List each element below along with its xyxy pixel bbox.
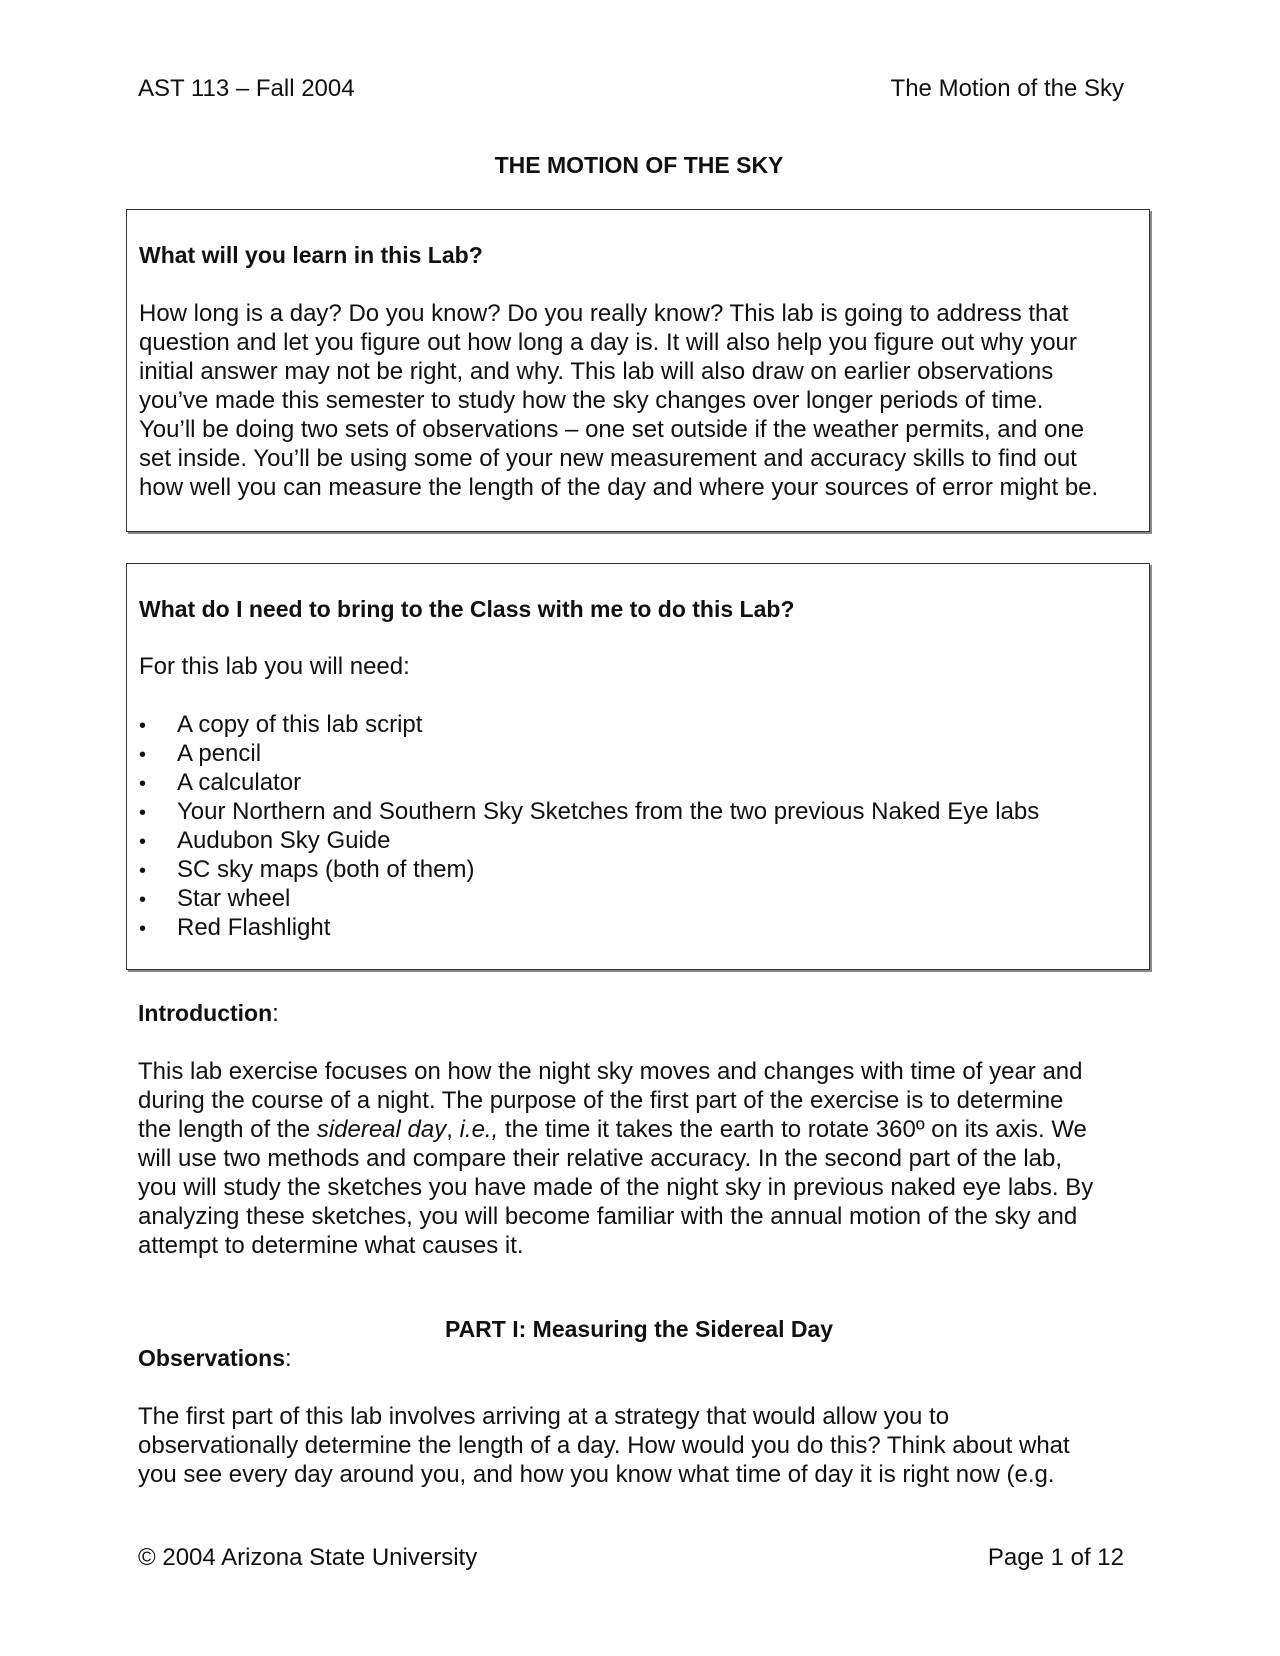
learn-line: you’ve made this semester to study how the sky changes over longer periods of time. — [139, 387, 1044, 414]
document-title: THE MOTION OF THE SKY — [494, 152, 784, 178]
introduction-paragraph — [138, 1057, 1093, 1260]
bullet-icon: • — [139, 889, 147, 911]
intro-line: you will study the sketches you have made of the night sky in previous naked eye labs. By — [138, 1174, 1094, 1201]
obs-line: The first part of this lab involves arriving at a strategy that would allow you to — [138, 1403, 950, 1430]
sidereal-day-term: sidereal day — [316, 1116, 447, 1143]
observations-heading-colon: : — [285, 1345, 292, 1372]
footer-copyright: © 2004 Arizona State University — [138, 1544, 478, 1571]
learn-line: You’ll be doing two sets of observations – one set outside if the weather permits, and one — [139, 416, 1085, 443]
intro-line-text: the length of the — [138, 1116, 317, 1143]
intro-line: will use two methods and compare their relative accuracy. In the second part of the lab, — [138, 1145, 1063, 1172]
intro-line: This lab exercise focuses on how the night sky moves and changes with time of year and — [138, 1058, 1083, 1085]
intro-line: analyzing these sketches, you will become familiar with the annual motion of the sky and — [138, 1203, 1078, 1230]
obs-line: observationally determine the length of a day. How would you do this? Think about what — [138, 1432, 1070, 1459]
bullet-icon: • — [139, 831, 147, 853]
list-item-text: SC sky maps (both of them) — [177, 856, 475, 883]
list-item-text: Red Flashlight — [177, 914, 331, 941]
list-item — [139, 768, 1039, 797]
list-item — [139, 739, 1039, 768]
bullet-icon: • — [139, 802, 147, 824]
learn-line: how well you can measure the length of the day and where your sources of error might be. — [139, 474, 1099, 501]
learn-line: How long is a day? Do you know? Do you really know? This lab is going to address that — [139, 300, 1069, 327]
list-item — [139, 884, 1039, 913]
observations-heading — [138, 1344, 292, 1373]
bullet-icon: • — [139, 860, 147, 882]
learn-box — [126, 209, 1150, 532]
introduction-heading — [138, 999, 279, 1028]
list-item-text: Audubon Sky Guide — [177, 827, 391, 854]
part1-heading: PART I: Measuring the Sidereal Day — [444, 1316, 834, 1342]
page-footer — [138, 1543, 1124, 1572]
intro-line: during the course of a night. The purpose of the first part of the exercise is to determine — [138, 1087, 1064, 1114]
list-item — [139, 826, 1039, 855]
bring-box-heading: What do I need to bring to the Class with me to do this Lab? — [139, 596, 795, 622]
bullet-icon: • — [139, 773, 147, 795]
list-item-text: Star wheel — [177, 885, 291, 912]
obs-line: you see every day around you, and how you know what time of day it is right now (e.g. — [138, 1461, 1055, 1488]
learn-box-heading: What will you learn in this Lab? — [139, 242, 483, 268]
header-topic: The Motion of the Sky — [890, 75, 1124, 102]
header-course: AST 113 – Fall 2004 — [138, 75, 355, 102]
list-item-text: A pencil — [177, 740, 262, 767]
introduction-heading-text: Introduction — [138, 1000, 273, 1026]
list-item — [139, 797, 1039, 826]
page-header — [138, 74, 1124, 103]
bullet-icon: • — [139, 918, 147, 940]
learn-box-paragraph — [139, 299, 1141, 502]
bullet-icon: • — [139, 744, 147, 766]
ie-abbreviation: i.e., — [459, 1116, 499, 1143]
footer-page-number: Page 1 of 12 — [987, 1544, 1124, 1571]
needed-items-list — [139, 710, 1039, 942]
list-item-text: Your Northern and Southern Sky Sketches from the two previous Naked Eye labs — [177, 798, 1040, 825]
list-item-text: A calculator — [177, 769, 302, 796]
intro-line — [138, 1115, 1093, 1144]
observations-heading-text: Observations — [138, 1345, 285, 1371]
intro-line: attempt to determine what causes it. — [138, 1232, 524, 1259]
bring-box — [126, 563, 1150, 970]
list-item-text: A copy of this lab script — [177, 711, 423, 738]
learn-line: question and let you figure out how long a day is. It will also help you figure out why your — [139, 329, 1077, 356]
introduction-heading-colon: : — [272, 1000, 279, 1027]
bullet-icon: • — [139, 715, 147, 737]
bring-box-intro: For this lab you will need: — [139, 653, 410, 680]
learn-line: set inside. You’ll be using some of your new measurement and accuracy skills to find out — [139, 445, 1077, 472]
list-item — [139, 855, 1039, 884]
intro-line-text: , — [446, 1116, 460, 1143]
observations-paragraph — [138, 1402, 1070, 1489]
intro-line-text: the time it takes the earth to rotate 360º on its axis. We — [498, 1116, 1087, 1143]
learn-line: initial answer may not be right, and why. This lab will also draw on earlier observations — [139, 358, 1054, 385]
list-item — [139, 913, 1039, 942]
list-item — [139, 710, 1039, 739]
